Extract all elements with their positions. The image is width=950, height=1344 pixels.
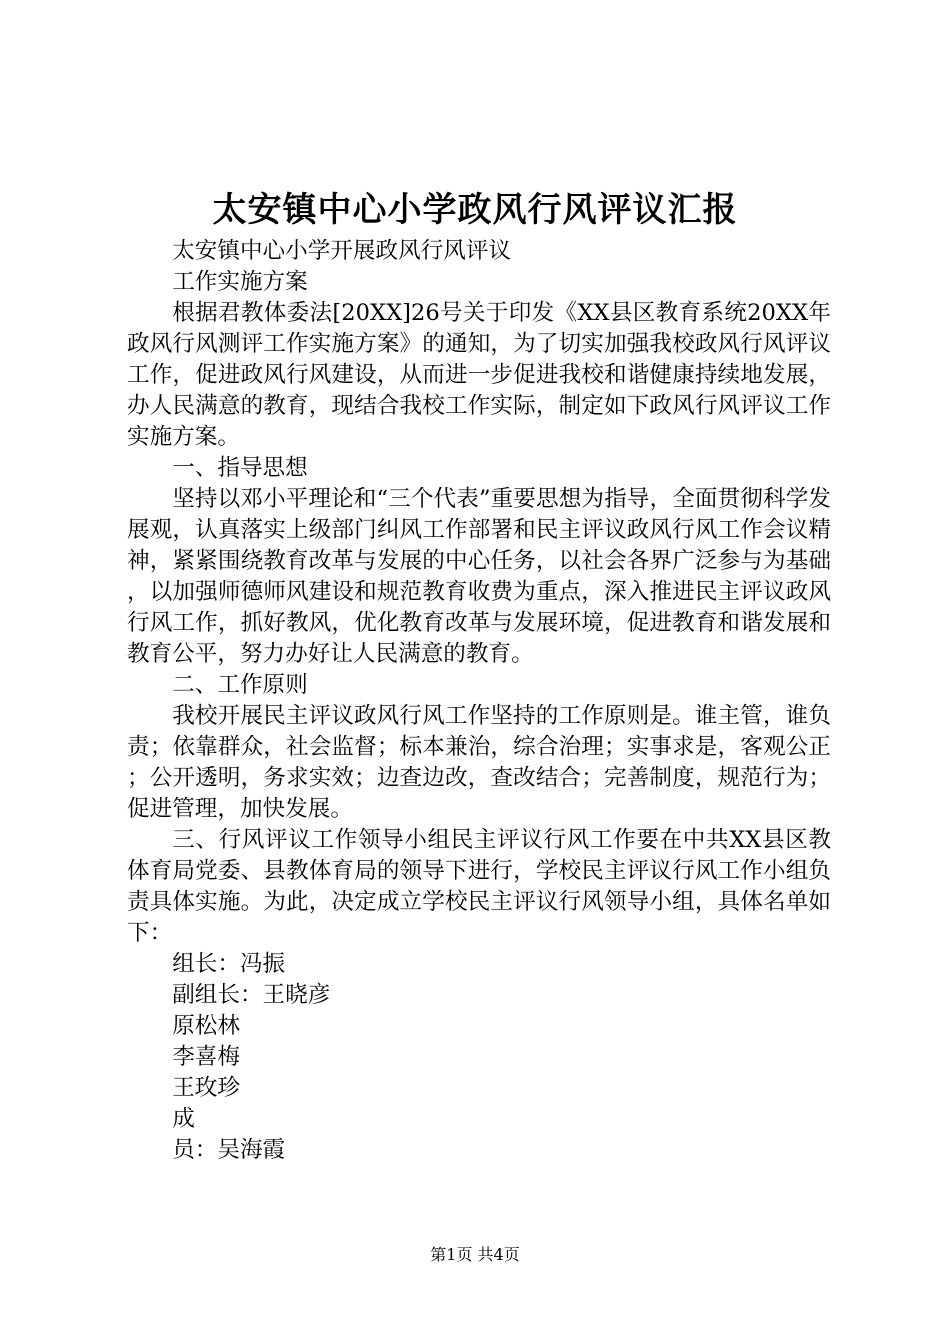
- list-item-member: 李喜梅: [172, 1044, 240, 1070]
- list-item-group-leader: 组长：冯振: [172, 951, 286, 977]
- list-item-member: 王玫珍: [172, 1075, 240, 1101]
- paragraph-intro: 根据君教体委法[20XX]26号关于印发《XX县区教育系统20XX年政风行风测评工作实施方案》的通知，为了切实加强我校政风行风评议工作，促进政风行风建设，从而进一步促进我校和谐健康持续地发展，办人民满意的教育，现结合我校工作实际，制定如下政风行风评议工作实施方案。: [127, 300, 831, 450]
- document-title: 太安镇中心小学政风行风评议汇报: [212, 190, 738, 230]
- list-item-member: 原松林: [172, 1013, 240, 1039]
- paragraph-guiding-thought: 坚持以邓小平理论和“三个代表”重要思想为指导，全面贯彻科学发展观，认真落实上级部门纠风工作部署和民主评议政风行风工作会议精神，紧紧围绕教育改革与发展的中心任务，以社会各界广泛参与为基础，以加强师德师风建设和规范教育收费为重点，深入推进民主评议政风行风工作，抓好教风，优化教育改革与发展环境，促进教育和谐发展和教育公平，努力办好让人民满意的教育。: [127, 486, 831, 667]
- section-heading-guiding-thought: 一、指导思想: [172, 455, 308, 481]
- page-footer: 第1页 共4页: [430, 1245, 520, 1264]
- section-heading-work-principles: 二、工作原则: [172, 672, 308, 698]
- paragraph-leadership-group: 三、行风评议工作领导小组民主评议行风工作要在中共XX县区教体育局党委、县教体育局的领导下进行，学校民主评议行风工作小组负责具体实施。为此，决定成立学校民主评议行风领导小组，具体名单如下：: [127, 827, 831, 946]
- list-item-deputy-leader: 副组长：王晓彦: [172, 982, 331, 1008]
- paragraph-subtitle-1: 太安镇中心小学开展政风行风评议: [172, 238, 512, 264]
- list-item-member: 员：吴海霞: [172, 1137, 286, 1163]
- list-item-members-label: 成: [172, 1106, 195, 1132]
- document-body: [127, 236, 831, 1166]
- paragraph-subtitle-2: 工作实施方案: [172, 269, 308, 295]
- paragraph-work-principles: 我校开展民主评议政风行风工作坚持的工作原则是。谁主管，谁负责；依靠群众，社会监督；标本兼治，综合治理；实事求是，客观公正；公开透明，务求实效；边查边改，查改结合；完善制度，规范行为；促进管理，加快发展。: [127, 703, 831, 822]
